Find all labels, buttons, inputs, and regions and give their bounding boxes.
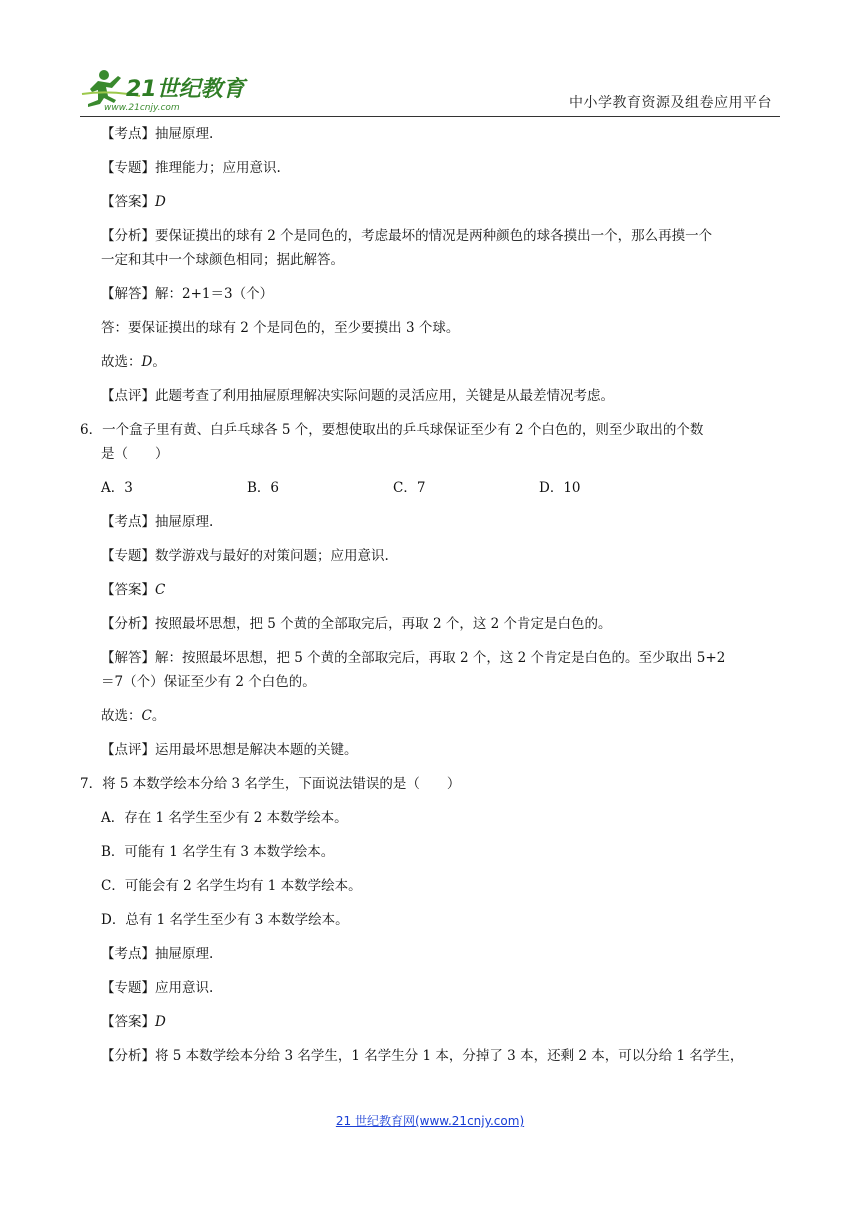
answer-value: D <box>155 194 166 210</box>
header-divider <box>80 116 780 117</box>
q7-answer <box>80 1012 780 1032</box>
answer-label: 【答案】 <box>101 1014 155 1030</box>
select-label: 故选： <box>101 708 142 724</box>
q5-answer <box>80 192 780 212</box>
q5-jieda: 【解答】解：2+1＝3（个） <box>101 286 274 302</box>
q6-choice-d: D．10 <box>539 480 581 496</box>
runner-logo-icon <box>80 66 255 112</box>
q5-fenxi-line1: 【分析】要保证摸出的球有 2 个是同色的，考虑最坏的情况是两种颜色的球各摸出一个，那么再摸一个 <box>101 228 713 244</box>
q6-choice-c: C．7 <box>393 480 426 496</box>
site-logo <box>80 66 255 112</box>
q6-choice-b: B．6 <box>247 480 280 496</box>
q7-kaodian: 【考点】抽屉原理. <box>101 946 214 962</box>
q6-stem-line1: 6．一个盒子里有黄、白乒乓球各 5 个，要想使取出的乒乓球保证至少有 2 个白色的，则至少取出的个数 <box>80 422 704 438</box>
q5-select <box>80 352 780 372</box>
answer-label: 【答案】 <box>101 194 155 210</box>
q6-jieda-line1: 【解答】解：按照最坏思想，把 5 个黄的全部取完后，再取 2 个，这 2 个肯定是白色的。至少取出 5+2 <box>101 650 726 666</box>
select-suffix: 。 <box>151 708 166 724</box>
q7-option-d: D．总有 1 名学生至少有 3 本数学绘本。 <box>101 912 349 928</box>
logo-url: www.21cnjy.com <box>104 103 180 112</box>
platform-title: 中小学教育资源及组卷应用平台 <box>569 95 772 111</box>
q7-fenxi: 【分析】将 5 本数学绘本分给 3 名学生，1 名学生分 1 本，分掉了 3 本，还剩 2 本，可以分给 1 名学生， <box>101 1048 744 1064</box>
q6-fenxi: 【分析】按照最坏思想，把 5 个黄的全部取完后，再取 2 个，这 2 个肯定是白色的。 <box>101 616 612 632</box>
q6-choice-a: A．3 <box>101 480 133 496</box>
q6-zhuanti: 【专题】数学游戏与最好的对策问题；应用意识. <box>101 548 389 564</box>
q7-zhuanti: 【专题】应用意识. <box>101 980 214 996</box>
select-value: D <box>141 354 153 370</box>
select-suffix: 。 <box>152 354 166 370</box>
answer-label: 【答案】 <box>101 582 155 598</box>
q5-da: 答：要保证摸出的球有 2 个是同色的，至少要摸出 3 个球。 <box>101 320 460 336</box>
q7-stem: 7．将 5 本数学绘本分给 3 名学生，下面说法错误的是（ ） <box>80 776 461 792</box>
logo-text: 21世纪教育 <box>126 77 245 102</box>
footer-link[interactable]: 21 世纪教育网(www.21cnjy.com) <box>335 1114 525 1128</box>
select-label: 故选： <box>101 354 142 370</box>
q6-answer <box>80 580 780 600</box>
q6-select <box>80 706 780 726</box>
page-header <box>80 62 780 116</box>
q6-dianping: 【点评】运用最坏思想是解决本题的关键。 <box>101 742 358 758</box>
select-value: C <box>141 708 152 724</box>
page-footer <box>0 1112 860 1129</box>
q6-choices <box>80 478 780 498</box>
q5-fenxi-line2: 一定和其中一个球颜色相同；据此解答。 <box>101 252 344 268</box>
q5-kaodian: 【考点】抽屉原理. <box>101 126 214 142</box>
q7-option-a: A．存在 1 名学生至少有 2 本数学绘本。 <box>101 810 348 826</box>
answer-value: C <box>155 582 166 598</box>
q7-option-c: C．可能会有 2 名学生均有 1 本数学绘本。 <box>101 878 362 894</box>
q5-dianping: 【点评】此题考查了利用抽屉原理解决实际问题的灵活应用，关键是从最差情况考虑。 <box>101 388 614 404</box>
q5-zhuanti: 【专题】推理能力；应用意识. <box>101 160 281 176</box>
q6-stem-line2: 是（ ） <box>101 446 169 462</box>
q7-option-b: B．可能有 1 名学生有 3 本数学绘本。 <box>101 844 335 860</box>
document-body <box>80 124 780 1080</box>
q6-jieda-line2: ＝7（个）保证至少有 2 个白色的。 <box>101 674 316 690</box>
answer-value: D <box>155 1014 166 1030</box>
q6-kaodian: 【考点】抽屉原理. <box>101 514 214 530</box>
